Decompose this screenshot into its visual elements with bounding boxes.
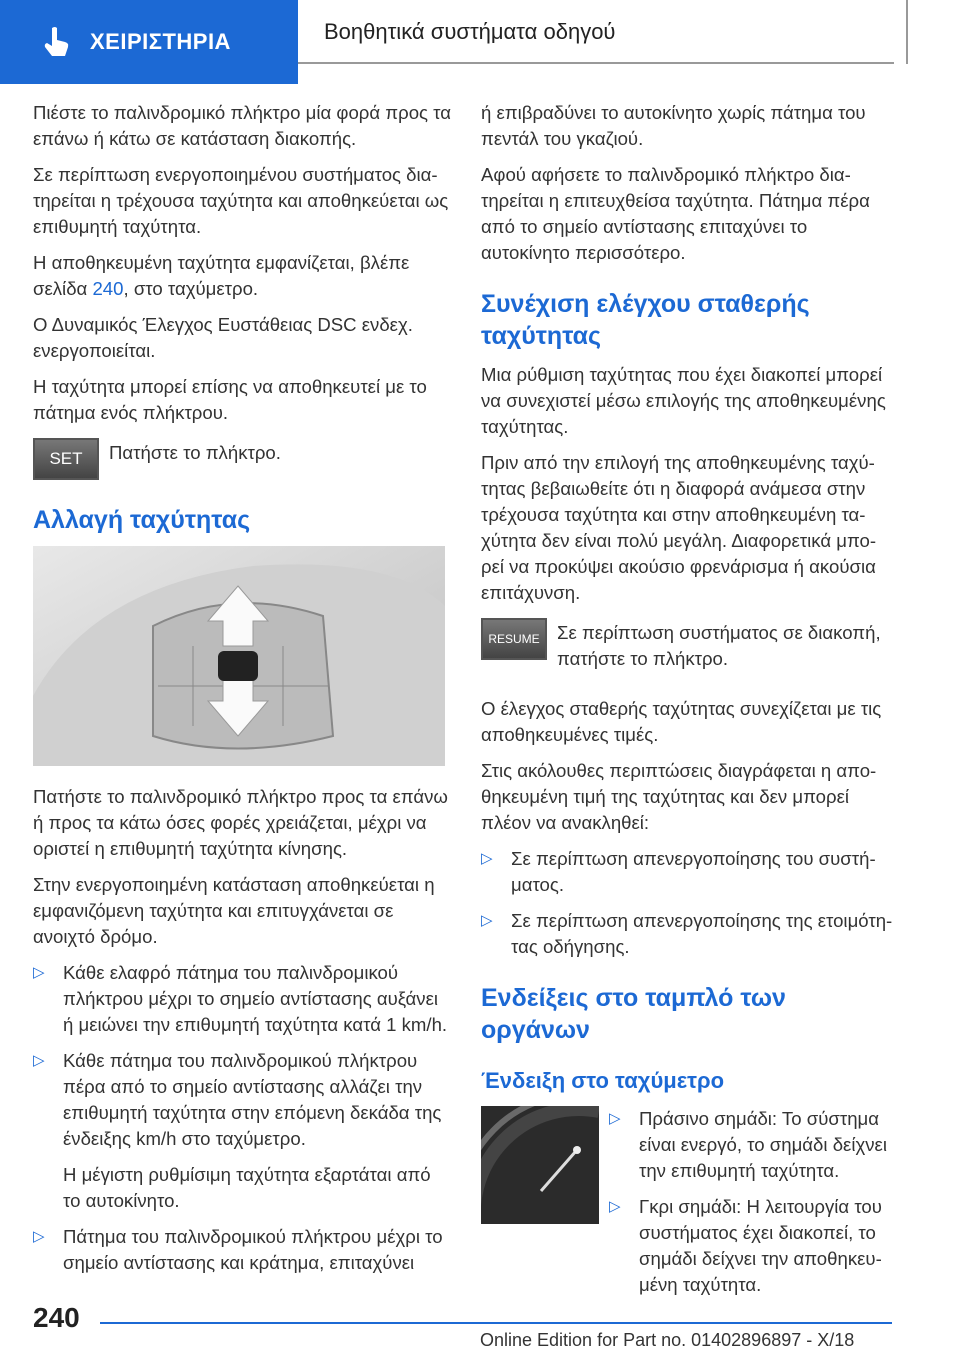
paragraph: Ο Δυναμικός Έλεγχος Ευστάθειας DSC ενδεχ. ενεργοποιείται. [33,314,413,361]
set-instruction-text: Πατήστε το πλήκτρο. [109,442,281,463]
right-column [481,100,899,1308]
heading-resume: Συνέχιση ελέγχου σταθερής ταχύτητας [481,290,810,350]
resume-button-icon: RESUME [481,618,547,660]
paragraph: Πιέστε το παλινδρομικό πλήκτρο μία φορά προς τα επάνω ή κάτω σε κατάσταση διακοπής. [33,102,451,149]
steering-wheel-rocker-switch-image [33,546,445,766]
manual-tab-label: ΧΕΙΡΙΣΤΗΡΙΑ [90,29,231,54]
paragraph: Πριν από την επιλογή της αποθηκευμένης ταχύ-τητας βεβαιωθείτε ότι η διαφορά ανάμεσα στην τρέχουσα ταχύτητα και στην αποθηκευμένη τα-χύτητα δεν είναι πολύ μεγάλη. Διαφορετικά μπο-ρεί να προκύψει ακούσιο φρενάρισμα ή ακούσια επιτάχυνση. [481,452,877,603]
speedometer-list [609,1106,899,1308]
bullet-triangle-icon: ▷ [481,850,493,867]
list-item: ▷ Σε περίπτωση απενεργοποίησης της ετοιμότη-τας οδήγησης. [481,910,893,957]
list-item: ▷ Κάθε ελαφρό πάτημα του παλινδρομικού πλήκτρου μέχρι το σημείο αντίστασης αυξάνει ή μειώνει την επιθυμητή ταχύτητα κατά 1 km/h. [33,962,448,1035]
paragraph: Μια ρύθμιση ταχύτητας που έχει διακοπεί μπορεί να συνεχιστεί μέσω επιλογής της αποθηκευμένης ταχύτητας. [481,364,886,437]
list-item: ▷ Πάτημα του παλινδρομικού πλήκτρου μέχρι το σημείο αντίστασης και κράτημα, επιταχύνει [33,1226,443,1273]
speedometer-section [481,1106,899,1308]
heading-indicators: Ενδείξεις στο ταμπλό των οργάνων [481,984,786,1044]
paragraph: Η αποθηκευμένη ταχύτητα εμφανίζεται, βλέπε σελίδα 240, στο ταχύμετρο. [33,252,410,299]
set-instruction [33,438,451,480]
bullet-triangle-icon: ▷ [33,1228,45,1245]
list-item: ▷ Γκρι σημάδι: Η λειτουργία του συστήματος έχει διακοπεί, το σημάδι δείχνει την αποθηκευ-μένη ταχύτητα. [609,1196,882,1295]
header-divider [298,62,894,64]
resume-instruction [481,618,899,672]
bullet-triangle-icon: ▷ [33,964,45,981]
resume-instruction-text: Σε περίπτωση συστήματος σε διακοπή, πατήστε το πλήκτρο. [557,622,881,669]
edition-text: Online Edition for Part no. 01402896897 - X/18 [480,1330,855,1350]
page-link[interactable]: 240 [92,278,124,299]
speedometer-image [481,1106,599,1224]
footer-divider [100,1322,892,1324]
bullet-triangle-icon: ▷ [481,912,493,929]
hand-pointer-icon [36,22,76,62]
paragraph: ή επιβραδύνει το αυτοκίνητο χωρίς πάτημα του πεντάλ του γκαζιού. [481,102,866,149]
page-number: 240 [33,1302,80,1333]
bullet-triangle-icon: ▷ [609,1110,621,1127]
subheading-speedometer: Ένδειξη στο ταχύμετρο [481,1068,725,1093]
bullet-triangle-icon: ▷ [33,1052,45,1069]
paragraph: Σε περίπτωση ενεργοποιημένου συστήματος δια-τηρείται η τρέχουσα ταχύτητα και αποθηκεύεται ως επιθυμητή ταχύτητα. [33,164,449,237]
bullet-triangle-icon: ▷ [609,1198,621,1215]
list-item: ▷ Πράσινο σημάδι: Το σύστημα είναι ενεργό, το σημάδι δείχνει την επιθυμητή ταχύτητα. [609,1108,887,1181]
paragraph: Ο έλεγχος σταθερής ταχύτητας συνεχίζεται με τις αποθηκευμένες τιμές. [481,698,882,745]
list-item: ▷ Σε περίπτωση απενεργοποίησης του συστή-ματος. [481,848,876,895]
paragraph: Αφού αφήσετε το παλινδρομικό πλήκτρο δια-τηρείται η επιτευχθείσα ταχύτητα. Πάτημα πέρα από το σημείο αντίστασης επιταχύνει το αυτοκίνητο περισσότερο. [481,164,870,263]
left-column [33,100,451,1286]
paragraph: Πατήστε το παλινδρομικό πλήκτρο προς τα επάνω ή προς τα κάτω όσες φορές χρειάζεται, μέχρι να οριστεί η επιθυμητή ταχύτητα κίνησης. [33,786,448,859]
section-title: Βοηθητικά συστήματα οδηγού [310,0,908,64]
manual-tab[interactable] [0,0,298,84]
paragraph: Στην ενεργοποιημένη κατάσταση αποθηκεύεται η εμφανιζόμενη ταχύτητα και επιτυγχάνεται σε ανοιχτό δρόμο. [33,874,435,947]
paragraph: Η ταχύτητα μπορεί επίσης να αποθηκευτεί με το πάτημα ενός πλήκτρου. [33,376,427,423]
heading-speed-change: Αλλαγή ταχύτητας [33,506,251,534]
set-button-icon: SET [33,438,99,480]
page-header [0,0,960,88]
list-item: ▷ Κάθε πάτημα του παλινδρομικού πλήκτρου πέρα από το σημείο αντίστασης αλλάζει την επιθυμητή ταχύτητα στην επόμενη δεκάδα της ένδειξης km/h στο ταχύμετρο. [33,1050,442,1149]
paragraph: Στις ακόλουθες περιπτώσεις διαγράφεται η απο-θηκευμένη τιμή της ταχύτητας και δεν μπορεί πλέον να ανακληθεί: [481,760,877,833]
list-item-note: Η μέγιστη ρυθμίσιμη ταχύτητα εξαρτάται από το αυτοκίνητο. [63,1164,431,1211]
